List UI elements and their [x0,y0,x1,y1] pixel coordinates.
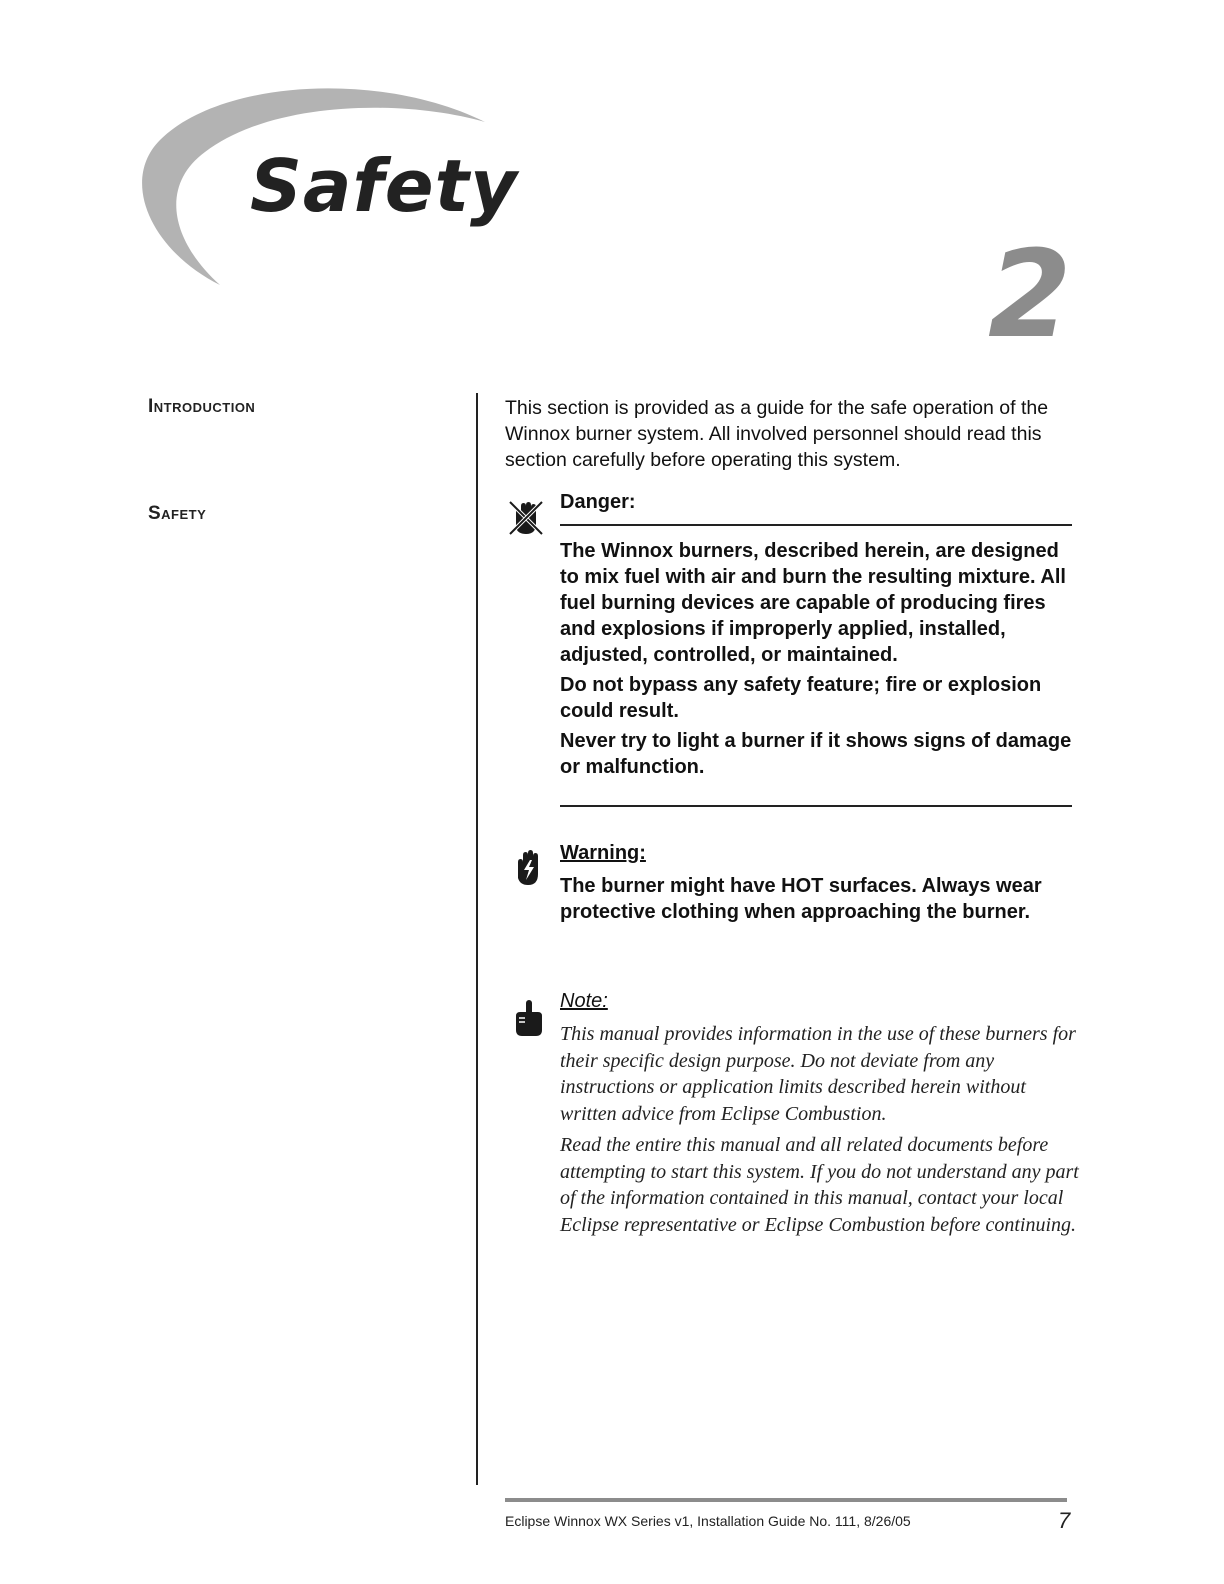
danger-paragraph: Never try to light a burner if it shows signs of damage or malfunction. [560,730,1072,778]
danger-hand-icon [506,498,546,538]
danger-label: Danger: [560,491,636,513]
warning-label: Warning: [560,842,646,864]
footer-rule [505,1498,1067,1502]
warning-hand-icon [510,848,550,888]
danger-paragraph: The Winnox burners, described herein, are designed to mix fuel with air and burn the resulting mixture. All fuel burning devices are capable of producing fires and explosions if improperly applied, installed, adjusted, controlled, or maintained. [560,540,1066,666]
danger-top-rule [560,524,1072,526]
note-body [560,1021,1080,1243]
chapter-title: Safety [250,144,518,228]
note-paragraph: This manual provides information in the use of these burners for their specific design purpose. Do not deviate from any instructions or application limits described herein without written advice from Eclipse Combustion. [560,1023,1076,1125]
note-label: Note: [560,990,608,1012]
page-number: 7 [1058,1508,1071,1533]
warning-body: The burner might have HOT surfaces. Always wear protective clothing when approaching the burner. [560,875,1042,923]
note-pointing-hand-icon [510,998,550,1038]
section-heading-introduction: Introduction [148,396,256,417]
chapter-number: 2 [988,226,1072,365]
danger-bottom-rule [560,805,1072,807]
intro-paragraph: This section is provided as a guide for the safe operation of the Winnox burner system. All involved personnel should read this section carefully before operating this system. [505,397,1049,471]
danger-paragraph: Do not bypass any safety feature; fire or explosion could result. [560,674,1042,722]
note-paragraph: Read the entire this manual and all related documents before attempting to start this system. If you do not understand any part of the information contained in this manual, contact your local Eclipse representative or Eclipse Combustion before continuing. [560,1134,1079,1236]
danger-body [560,538,1075,784]
footer-document-info: Eclipse Winnox WX Series v1, Installation Guide No. 111, 8/26/05 [505,1513,911,1529]
column-divider [476,393,478,1485]
section-heading-safety: Safety [148,503,207,524]
